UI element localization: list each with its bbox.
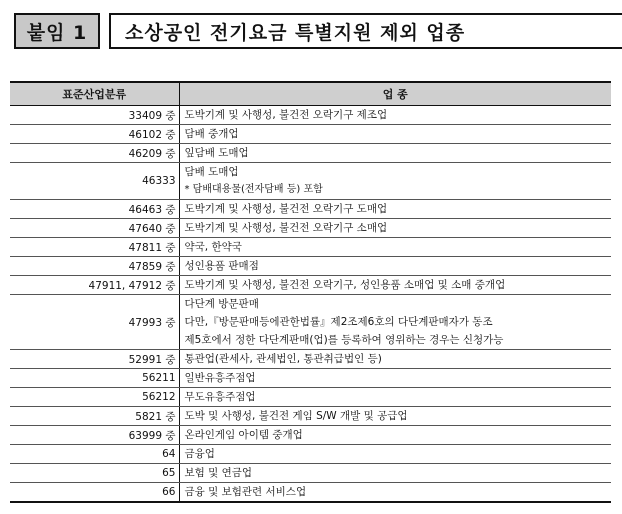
- table-row: [10, 295, 611, 350]
- description-line: 금융업: [184, 448, 215, 460]
- industry-code: 66: [10, 483, 179, 503]
- industry-description: [179, 125, 611, 144]
- table-row: [10, 125, 611, 144]
- table-row: [10, 445, 611, 464]
- table-row: [10, 257, 611, 276]
- industry-description: [179, 106, 611, 125]
- description-line: 도박기계 및 사행성, 불건전 오락기구, 성인용품 소매업 및 소매 중개업: [184, 279, 506, 291]
- industry-description: [179, 464, 611, 483]
- description-line: 담배 중개업: [184, 128, 239, 140]
- description-line: 약국, 한약국: [184, 241, 242, 253]
- industry-description: [179, 407, 611, 426]
- table-row: [10, 219, 611, 238]
- description-line: 잎담배 도매업: [184, 147, 249, 159]
- industry-code: 33409 중: [10, 106, 179, 125]
- industry-code: 46463 중: [10, 200, 179, 219]
- column-header-industry: 업 종: [179, 82, 611, 106]
- description-line: 다단계 방문판매: [184, 298, 259, 310]
- industry-description: [179, 295, 611, 350]
- industry-description: [179, 238, 611, 257]
- industry-code: 56212: [10, 388, 179, 407]
- description-line: 다만,『방문판매등에관한법률』제2조제6호의 다단계판매자가 동조: [184, 316, 493, 328]
- industry-code: 47811 중: [10, 238, 179, 257]
- description-line: 통관업(관세사, 관세법인, 통관취급법인 등): [184, 353, 382, 365]
- industry-description: [179, 257, 611, 276]
- table-row: [10, 200, 611, 219]
- table-row: [10, 106, 611, 125]
- excluded-industries-table: [10, 81, 611, 503]
- table-row: [10, 369, 611, 388]
- industry-description: [179, 350, 611, 369]
- description-line: 금융 및 보험관련 서비스업: [184, 486, 307, 498]
- industry-code: 47640 중: [10, 219, 179, 238]
- table-row: [10, 388, 611, 407]
- document-title: 소상공인 전기요금 특별지원 제외 업종: [109, 13, 622, 49]
- industry-code: 47859 중: [10, 257, 179, 276]
- table-row: [10, 350, 611, 369]
- description-line: 보험 및 연금업: [184, 467, 253, 479]
- industry-description: [179, 163, 611, 200]
- description-line: 담배 도매업: [184, 166, 239, 178]
- table-row: [10, 407, 611, 426]
- industry-code: 46209 중: [10, 144, 179, 163]
- industry-code: 5821 중: [10, 407, 179, 426]
- industry-description: [179, 276, 611, 295]
- table-row: [10, 464, 611, 483]
- industry-description: [179, 369, 611, 388]
- industry-code: 46102 중: [10, 125, 179, 144]
- industry-description: [179, 483, 611, 503]
- description-line: 제5호에서 정한 다단계판매(업)를 등록하여 영위하는 경우는 신청가능: [184, 334, 504, 346]
- description-line: 도박기계 및 사행성, 불건전 오락기구 도매업: [184, 203, 388, 215]
- industry-code: 63999 중: [10, 426, 179, 445]
- description-line: 일반유흥주점업: [184, 372, 256, 384]
- table-row: [10, 163, 611, 200]
- industry-code: 56211: [10, 369, 179, 388]
- industry-code: 52991 중: [10, 350, 179, 369]
- document-header: [14, 13, 622, 49]
- table-header-row: [10, 82, 611, 106]
- description-line: 온라인게임 아이템 중개업: [184, 429, 303, 441]
- column-header-classification: 표준산업분류: [10, 82, 179, 106]
- attachment-label: 붙임 1: [14, 13, 100, 49]
- description-line: 성인용품 판매점: [184, 260, 259, 272]
- industry-description: [179, 144, 611, 163]
- industry-description: [179, 200, 611, 219]
- industry-description: [179, 388, 611, 407]
- industry-code: 64: [10, 445, 179, 464]
- description-line: 도박기계 및 사행성, 불건전 오락기구 제조업: [184, 109, 388, 121]
- table-row: [10, 238, 611, 257]
- industry-code: 46333: [10, 163, 179, 200]
- industry-description: [179, 426, 611, 445]
- description-note: * 담배대용물(전자담배 등) 포함: [184, 184, 323, 195]
- table-row: [10, 276, 611, 295]
- industry-code: 47911, 47912 중: [10, 276, 179, 295]
- industry-description: [179, 219, 611, 238]
- industry-code: 47993 중: [10, 295, 179, 350]
- table-row: [10, 483, 611, 503]
- description-line: 무도유흥주점업: [184, 391, 256, 403]
- industry-description: [179, 445, 611, 464]
- industry-code: 65: [10, 464, 179, 483]
- table-row: [10, 144, 611, 163]
- table-row: [10, 426, 611, 445]
- description-line: 도박기계 및 사행성, 불건전 오락기구 소매업: [184, 222, 388, 234]
- description-line: 도박 및 사행성, 불건전 게임 S/W 개발 및 공급업: [184, 410, 408, 422]
